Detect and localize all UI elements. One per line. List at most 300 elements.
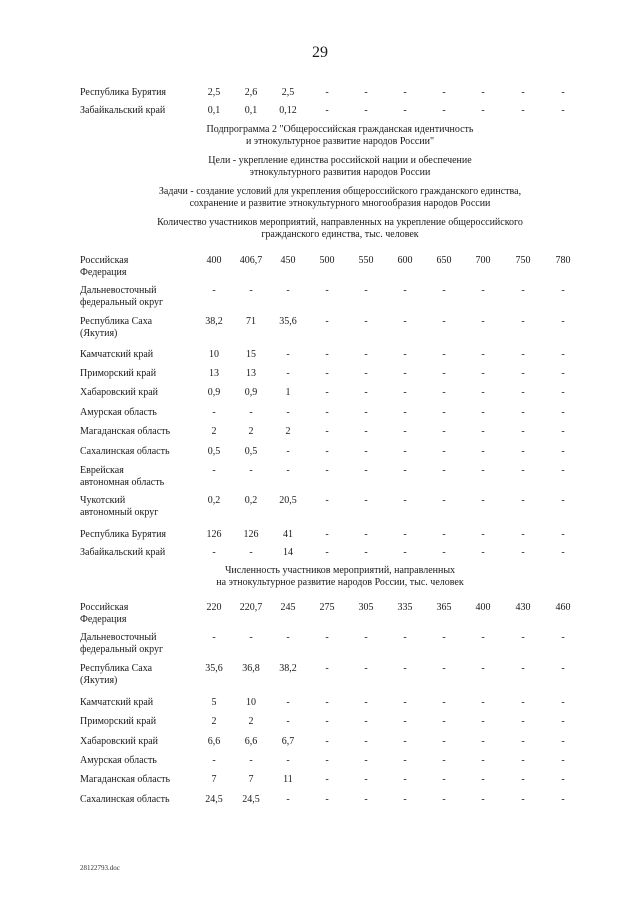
table-cell: 126 [206, 529, 222, 540]
subprogram-title [120, 124, 560, 148]
table-row [80, 495, 580, 518]
table-cell: 0,2 [244, 495, 258, 506]
row-label [80, 316, 198, 340]
row-label [80, 426, 198, 438]
row-label [80, 285, 198, 309]
table-cell: - [481, 368, 485, 379]
row-label [80, 387, 198, 399]
subprogram-goal [120, 155, 560, 179]
row-label-line: Федерация [80, 614, 127, 625]
table-cell: 245 [280, 602, 296, 613]
table-cell: - [403, 529, 407, 540]
table-cell: - [442, 716, 446, 727]
row-label [80, 755, 198, 767]
section2-title-line2: на этнокультурное развитие народов России, тыс. человек [216, 577, 464, 588]
section1-title-line1: Количество участников мероприятий, направленных на укрепление общероссийского [157, 217, 523, 228]
table-row [80, 794, 580, 810]
row-label-line: федеральный округ [80, 297, 164, 308]
subprogram-title-line1: Подпрограмма 2 "Общероссийская гражданская идентичность [206, 124, 474, 135]
subprogram-tasks-line2: сохранение и развитие этнокультурного многообразия народов России [189, 198, 491, 209]
table-cell: - [521, 529, 525, 540]
table-cell: - [364, 755, 368, 766]
table-cell: - [561, 465, 565, 476]
row-label [80, 349, 198, 361]
row-label-line: Республика Саха [80, 663, 153, 674]
table-cell: - [481, 697, 485, 708]
table-cell: - [403, 755, 407, 766]
table-cell: - [364, 87, 368, 98]
table-cell: - [325, 495, 329, 506]
row-label-line: автономная область [80, 477, 165, 488]
table-cell: 20,5 [279, 495, 297, 506]
table-cell: 0,5 [244, 446, 258, 457]
table-cell: - [521, 755, 525, 766]
table-cell: - [521, 632, 525, 643]
table-cell: 430 [515, 602, 531, 613]
table-cell: - [521, 387, 525, 398]
table-cell: - [249, 285, 253, 296]
table-cell: - [442, 87, 446, 98]
table-cell: - [442, 663, 446, 674]
table-cell: - [403, 736, 407, 747]
table-row [80, 105, 580, 121]
table-cell: 35,6 [205, 663, 223, 674]
table-cell: - [521, 663, 525, 674]
table-cell: 400 [206, 255, 222, 266]
table-cell: - [325, 755, 329, 766]
table-row [80, 632, 580, 655]
table-cell: - [442, 105, 446, 116]
table-cell: - [286, 349, 290, 360]
row-label-line: Амурская область [80, 407, 157, 418]
table-cell: - [364, 368, 368, 379]
table-cell: - [481, 426, 485, 437]
table-row [80, 285, 580, 308]
table-cell: - [364, 426, 368, 437]
table-cell: - [442, 632, 446, 643]
table-cell: - [561, 716, 565, 727]
table-cell: - [364, 446, 368, 457]
table-cell: - [212, 465, 216, 476]
table-cell: - [403, 87, 407, 98]
table-cell: 13 [209, 368, 219, 379]
table-cell: - [286, 446, 290, 457]
table-cell: 6,7 [281, 736, 295, 747]
row-label [80, 547, 198, 559]
row-label [80, 105, 198, 117]
table-cell: - [212, 285, 216, 296]
table-cell: 5 [211, 697, 217, 708]
table-cell: 365 [436, 602, 452, 613]
table-cell: - [403, 105, 407, 116]
row-label-line: Российская [80, 255, 129, 266]
table-cell: - [521, 87, 525, 98]
table-cell: - [364, 663, 368, 674]
row-label-line: Забайкальский край [80, 105, 166, 116]
table-cell: - [561, 774, 565, 785]
table-cell: - [364, 632, 368, 643]
table-cell: - [325, 407, 329, 418]
table-cell: - [561, 736, 565, 747]
table-cell: - [325, 105, 329, 116]
table-cell: 650 [436, 255, 452, 266]
table-cell: 0,1 [207, 105, 221, 116]
table-cell: - [325, 316, 329, 327]
table-cell: - [325, 368, 329, 379]
table-cell: - [403, 316, 407, 327]
table-cell: - [442, 774, 446, 785]
table-cell: 460 [555, 602, 571, 613]
table-cell: - [212, 547, 216, 558]
table-row [80, 255, 580, 278]
table-cell: - [561, 755, 565, 766]
table-cell: 14 [283, 547, 293, 558]
table-cell: - [481, 465, 485, 476]
table-cell: - [481, 387, 485, 398]
row-label-line: Дальневосточный [80, 632, 157, 643]
table-cell: 2,5 [281, 87, 295, 98]
table-cell: - [481, 105, 485, 116]
table-cell: - [561, 697, 565, 708]
table-cell: - [561, 547, 565, 558]
row-label-line: Хабаровский край [80, 736, 158, 747]
table-cell: - [561, 285, 565, 296]
row-label [80, 87, 198, 99]
table-cell: - [249, 632, 253, 643]
table-cell: - [286, 368, 290, 379]
table-cell: - [521, 426, 525, 437]
table-cell: - [442, 529, 446, 540]
table-cell: - [325, 349, 329, 360]
table-cell: - [521, 407, 525, 418]
table-cell: - [442, 697, 446, 708]
table-cell: 450 [280, 255, 296, 266]
table-cell: - [521, 716, 525, 727]
table-row [80, 736, 580, 752]
table-row [80, 446, 580, 462]
table-cell: 13 [246, 368, 256, 379]
section2-title [120, 565, 560, 589]
table-row [80, 316, 580, 339]
table-cell: - [442, 446, 446, 457]
table-row [80, 465, 580, 488]
table-cell: - [249, 407, 253, 418]
table-row [80, 349, 580, 365]
table-cell: 7 [248, 774, 254, 785]
table-cell: - [521, 697, 525, 708]
table-cell: - [561, 446, 565, 457]
table-cell: - [521, 105, 525, 116]
table-cell: - [521, 794, 525, 805]
table-cell: - [325, 446, 329, 457]
subprogram-tasks-line1: Задачи - создание условий для укрепления общероссийского гражданского единства, [158, 186, 522, 197]
table-cell: - [521, 495, 525, 506]
table-cell: - [521, 368, 525, 379]
table-cell: - [325, 697, 329, 708]
row-label-line: федеральный округ [80, 644, 164, 655]
row-label [80, 407, 198, 419]
table-cell: - [403, 495, 407, 506]
table-cell: - [325, 87, 329, 98]
table-row [80, 529, 580, 545]
table-cell: - [403, 285, 407, 296]
table-cell: - [521, 736, 525, 747]
table-cell: - [481, 495, 485, 506]
table-cell: - [521, 465, 525, 476]
table-cell: 41 [283, 529, 293, 540]
table-cell: 1 [285, 387, 291, 398]
table-cell: - [364, 285, 368, 296]
table-cell: - [521, 316, 525, 327]
row-label-line: Дальневосточный [80, 285, 157, 296]
table-cell: - [481, 407, 485, 418]
table-cell: - [286, 716, 290, 727]
table-cell: - [403, 387, 407, 398]
table-cell: - [286, 407, 290, 418]
subprogram-goal-line2: этнокультурного развития народов России [249, 167, 431, 178]
table-cell: - [442, 368, 446, 379]
table-cell: 2,6 [244, 87, 258, 98]
table-cell: - [325, 774, 329, 785]
row-label [80, 602, 198, 626]
table-cell: - [403, 663, 407, 674]
table-row [80, 663, 580, 686]
table-cell: - [286, 755, 290, 766]
row-label-line: Российская [80, 602, 129, 613]
table-row [80, 387, 580, 403]
row-label-line: Камчатский край [80, 349, 154, 360]
table-cell: 550 [358, 255, 374, 266]
table-cell: - [521, 349, 525, 360]
table-cell: 335 [397, 602, 413, 613]
table-cell: 38,2 [279, 663, 297, 674]
section1-title [120, 217, 560, 241]
table-cell: 24,5 [205, 794, 223, 805]
table-cell: - [442, 547, 446, 558]
row-label [80, 663, 198, 687]
table-cell: - [481, 316, 485, 327]
row-label-line: Еврейская [80, 465, 124, 476]
table-cell: - [364, 495, 368, 506]
table-cell: - [561, 632, 565, 643]
table-cell: - [403, 349, 407, 360]
row-label-line: Сахалинская область [80, 794, 170, 805]
table-cell: 24,5 [242, 794, 260, 805]
table-row [80, 407, 580, 423]
table-row [80, 547, 580, 563]
row-label-line: Магаданская область [80, 774, 171, 785]
table-cell: - [442, 465, 446, 476]
table-cell: - [561, 87, 565, 98]
table-row [80, 755, 580, 771]
table-cell: 0,5 [207, 446, 221, 457]
table-cell: 2 [211, 426, 217, 437]
subprogram-tasks [120, 186, 560, 210]
table-cell: - [442, 755, 446, 766]
table-cell: - [561, 426, 565, 437]
table-cell: 38,2 [205, 316, 223, 327]
row-label-line: Магаданская область [80, 426, 171, 437]
row-label-line: автономный округ [80, 507, 159, 518]
table-cell: 2,5 [207, 87, 221, 98]
table-cell: - [481, 529, 485, 540]
table-cell: 2 [211, 716, 217, 727]
row-label-line: (Якутия) [80, 675, 118, 686]
table-cell: - [364, 774, 368, 785]
table-cell: - [442, 387, 446, 398]
table-cell: - [561, 105, 565, 116]
table-cell: - [249, 755, 253, 766]
table-cell: - [521, 547, 525, 558]
table-cell: - [481, 285, 485, 296]
table-cell: - [561, 529, 565, 540]
table-cell: - [403, 426, 407, 437]
table-cell: 500 [319, 255, 335, 266]
table-cell: - [286, 794, 290, 805]
table-cell: - [364, 465, 368, 476]
row-label [80, 697, 198, 709]
row-label-line: Федерация [80, 267, 127, 278]
table-cell: - [286, 465, 290, 476]
row-label [80, 446, 198, 458]
table-cell: - [561, 495, 565, 506]
row-label [80, 255, 198, 279]
table-cell: 0,12 [279, 105, 297, 116]
row-label-line: Республика Бурятия [80, 529, 167, 540]
table-cell: 10 [246, 697, 256, 708]
table-cell: - [442, 285, 446, 296]
table-cell: 126 [243, 529, 259, 540]
table-cell: 6,6 [207, 736, 221, 747]
row-label-line: Приморский край [80, 716, 157, 727]
table-cell: - [403, 632, 407, 643]
table-cell: - [325, 736, 329, 747]
table-cell: - [561, 663, 565, 674]
table-cell: - [442, 316, 446, 327]
table-cell: - [364, 387, 368, 398]
table-cell: - [481, 794, 485, 805]
table-cell: 400 [475, 602, 491, 613]
table-cell: - [364, 316, 368, 327]
table-cell: - [481, 774, 485, 785]
table-cell: 71 [246, 316, 256, 327]
table-cell: - [403, 547, 407, 558]
table-cell: 220 [206, 602, 222, 613]
row-label-line: (Якутия) [80, 328, 118, 339]
row-label [80, 736, 198, 748]
row-label-line: Забайкальский край [80, 547, 166, 558]
table-cell: - [212, 755, 216, 766]
table-cell: - [325, 794, 329, 805]
table-cell: 2 [285, 426, 291, 437]
footer-filename: 28122793.doc [80, 864, 120, 872]
table-row [80, 602, 580, 625]
table-cell: - [561, 794, 565, 805]
table-cell: 0,1 [244, 105, 258, 116]
row-label [80, 632, 198, 656]
row-label [80, 368, 198, 380]
table-row [80, 426, 580, 442]
table-cell: 36,8 [242, 663, 260, 674]
table-cell: 220,7 [239, 602, 263, 613]
row-label-line: Чукотский [80, 495, 126, 506]
table-cell: - [442, 407, 446, 418]
table-row [80, 716, 580, 732]
table-cell: - [249, 547, 253, 558]
table-cell: - [286, 697, 290, 708]
table-cell: - [521, 285, 525, 296]
row-label-line: Хабаровский край [80, 387, 158, 398]
table-cell: - [521, 774, 525, 785]
table-cell: - [481, 632, 485, 643]
table-cell: - [364, 349, 368, 360]
table-cell: - [403, 716, 407, 727]
table-cell: - [481, 446, 485, 457]
row-label [80, 794, 198, 806]
table-cell: - [364, 407, 368, 418]
table-cell: - [403, 465, 407, 476]
table-cell: - [325, 716, 329, 727]
table-cell: - [561, 368, 565, 379]
table-cell: - [325, 426, 329, 437]
row-label-line: Сахалинская область [80, 446, 170, 457]
table-cell: - [325, 465, 329, 476]
table-cell: - [364, 794, 368, 805]
row-label-line: Амурская область [80, 755, 157, 766]
table-cell: 0,9 [244, 387, 258, 398]
table-cell: 7 [211, 774, 217, 785]
row-label [80, 495, 198, 519]
row-label-line: Республика Бурятия [80, 87, 167, 98]
table-row [80, 368, 580, 384]
table-cell: 750 [515, 255, 531, 266]
table-cell: 0,2 [207, 495, 221, 506]
table-cell: 0,9 [207, 387, 221, 398]
table-cell: - [364, 697, 368, 708]
table-cell: - [442, 426, 446, 437]
table-cell: 600 [397, 255, 413, 266]
table-cell: - [561, 407, 565, 418]
table-cell: 700 [475, 255, 491, 266]
row-label [80, 465, 198, 489]
table-cell: - [364, 529, 368, 540]
table-cell: - [325, 632, 329, 643]
table-cell: - [481, 663, 485, 674]
subprogram-title-line2: и этнокультурное развитие народов России" [245, 136, 435, 147]
table-cell: 35,6 [279, 316, 297, 327]
table-cell: 2 [248, 716, 254, 727]
row-label-line: Республика Саха [80, 316, 153, 327]
table-cell: - [364, 716, 368, 727]
table-cell: - [403, 368, 407, 379]
table-cell: - [561, 349, 565, 360]
table-cell: - [325, 529, 329, 540]
row-label [80, 529, 198, 541]
table-cell: 780 [555, 255, 571, 266]
table-cell: - [561, 387, 565, 398]
table-row [80, 774, 580, 790]
table-row [80, 87, 580, 103]
table-cell: - [325, 387, 329, 398]
table-cell: - [286, 632, 290, 643]
table-cell: - [325, 547, 329, 558]
table-cell: 2 [248, 426, 254, 437]
row-label [80, 774, 198, 786]
section2-title-line1: Численность участников мероприятий, направленных [224, 565, 456, 576]
subprogram-goal-line1: Цели - укрепление единства российской нации и обеспечение [208, 155, 472, 166]
table-cell: - [481, 547, 485, 558]
table-cell: - [286, 285, 290, 296]
